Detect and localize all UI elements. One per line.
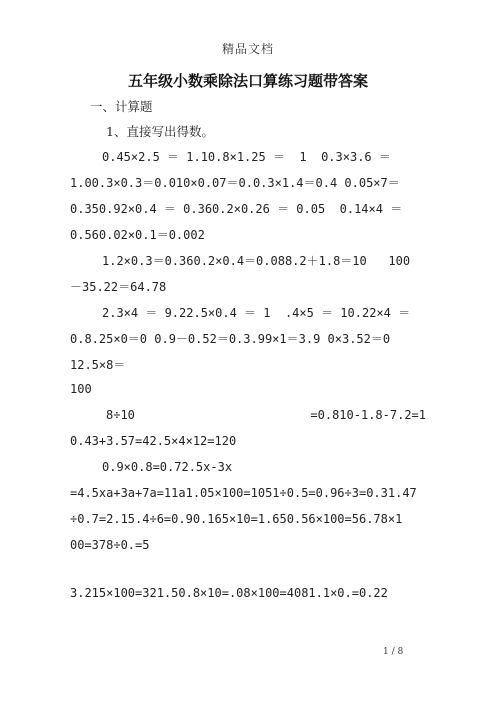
text-line: 0.43+3.57=42.5×4×12=120	[70, 434, 237, 448]
text-line: 8÷10	[106, 408, 135, 422]
text-line: 0.8.25×0＝0 0.9－0.52＝0.3.99×1＝3.9 0×3.52＝0	[70, 332, 391, 346]
text-line: 100	[70, 382, 92, 396]
text-line: =0.810-1.8-7.2=1	[310, 408, 426, 422]
text-line: 0.560.02×0.1＝0.002	[70, 228, 205, 242]
text-line: 2.3×4 ＝ 9.22.5×0.4 ＝ 1 .4×5 ＝ 10.22×4 ＝	[102, 306, 411, 320]
text-line: ÷0.7=2.15.4÷6=0.90.165×10=1.650.56×100=56.78×1	[70, 512, 403, 526]
text-line: =4.5xa+3a+7a=11a1.05×100=1051÷0.5=0.96÷3=0.31.47	[70, 486, 417, 500]
text-line: 0.9×0.8=0.72.5x-3x	[102, 460, 233, 474]
document-title: 五年级小数乘除法口算练习题带答案	[127, 72, 368, 90]
text-line: 3.215×100=321.50.8×10=.08×100=4081.1×0.=0.22	[70, 586, 388, 600]
subsection-heading: 1、直接写出得数。	[106, 124, 214, 139]
section-heading: 一、计算题	[90, 99, 153, 114]
text-line: 1.2×0.3＝0.360.2×0.4＝0.088.2＋1.8＝10 100	[102, 254, 411, 268]
page-header: 精品文档	[221, 42, 274, 56]
text-line: 1.00.3×0.3＝0.010×0.07＝0.0.3×1.4＝0.4 0.05×7＝	[70, 176, 400, 190]
text-line: 00=378÷0.=5	[70, 538, 150, 552]
text-line: 0.350.92×0.4 ＝ 0.360.2×0.26 ＝ 0.05 0.14×4 ＝	[70, 202, 403, 216]
page-number: 1 / 8	[383, 647, 404, 657]
text-line: 0.45×2.5 ＝ 1.10.8×1.25 ＝ 1 0.3×3.6 ＝	[102, 150, 391, 164]
text-line: －35.22＝64.78	[70, 280, 167, 294]
text-line: 12.5×8＝	[70, 358, 126, 372]
